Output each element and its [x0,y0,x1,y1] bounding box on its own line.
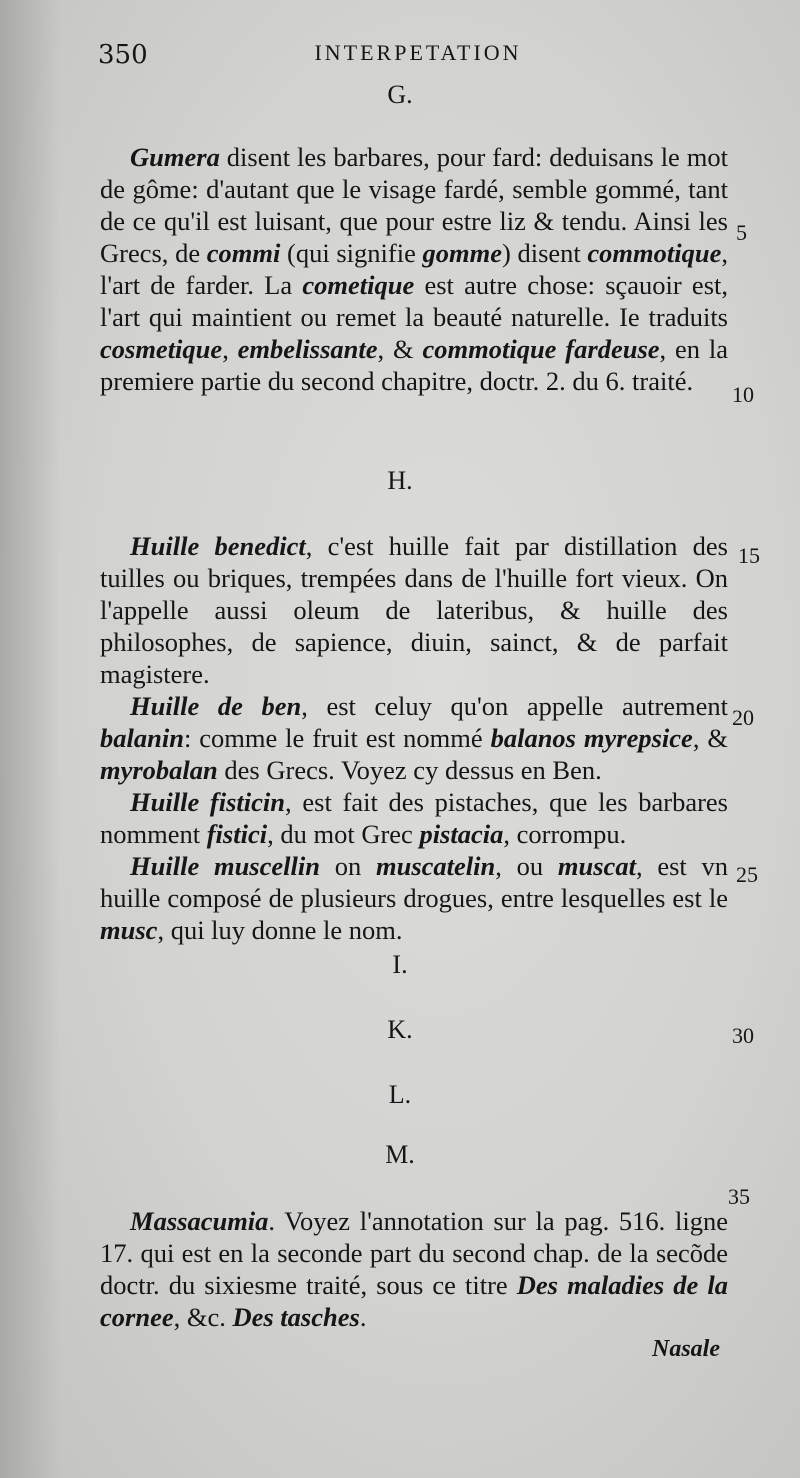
section-heading-m: M. [385,1140,415,1169]
running-title: INTERPETATION [314,40,522,65]
section-heading-h: H. [387,466,413,495]
entry-term: Gumera [130,142,220,172]
line-number: 30 [732,1023,754,1048]
line-number: 20 [732,705,754,730]
entry-huille-fisticin: Huille fisticin, est fait des pistaches, que les barbares nomment fistici, du mot Grec pistacia, corrompu. [100,787,728,849]
line-number: 25 [736,862,758,887]
page-header [98,40,738,80]
entry-massacumia: Massacumia. Voyez l'annotation sur la pag. 516. ligne 17. qui est en la seconde part du second chap. de la secõde doctr. du sixiesme traité, sous ce titre Des maladies de la cornee, &c. Des tasches. [100,1206,729,1332]
section-heading-l: L. [388,1080,412,1109]
line-number: 15 [738,543,760,568]
entry-huille-muscellin: Huille muscellin on muscatelin, ou muscat, est vn huille composé de plusieurs drogues, entre lesquelles est le musc, qui luy donne le nom. [100,851,729,945]
section-heading-g: G. [387,80,413,109]
section-heading-k: K. [387,1015,413,1044]
page-number: 350 [98,40,148,70]
entry-huille-de-ben: Huille de ben, est celuy qu'on appelle autrement balanin: comme le fruit est nommé balanos myrepsice, & myrobalan des Grecs. Voyez cy dessus en Ben. [100,691,729,785]
entry-gumera: Gumera disent les barbares, pour fard: deduisans le mot de gôme: d'autant que le visage fardé, semble gommé, tant de ce qu'il est luisant, que pour estre liz & tendu. Ainsi les Grecs, de commi (qui signifie gomme) disent commotique, l'art de farder. La cometique est autre chose: sçauoir est, l'art qui maintient ou remet la beauté naturelle. Ie traduits cosmetique, embelissante, & commotique fardeuse, en la premiere partie du second chapitre, doctr. 2. du 6. traité. [100,142,729,396]
section-heading-i: I. [392,950,408,979]
line-number: 35 [728,1184,750,1209]
entry-huille-benedict: Huille benedict, c'est huille fait par distillation des tuilles ou briques, trempées dans de l'huille fort vieux. On l'appelle aussi oleum de lateribus, & huille des philosophes, de sapience, diuin, sainct, & de parfait magistere. [100,531,728,689]
line-number: 5 [736,220,747,245]
entries-h [100,530,728,946]
catchword: Nasale [652,1336,720,1362]
line-number: 10 [732,382,754,407]
